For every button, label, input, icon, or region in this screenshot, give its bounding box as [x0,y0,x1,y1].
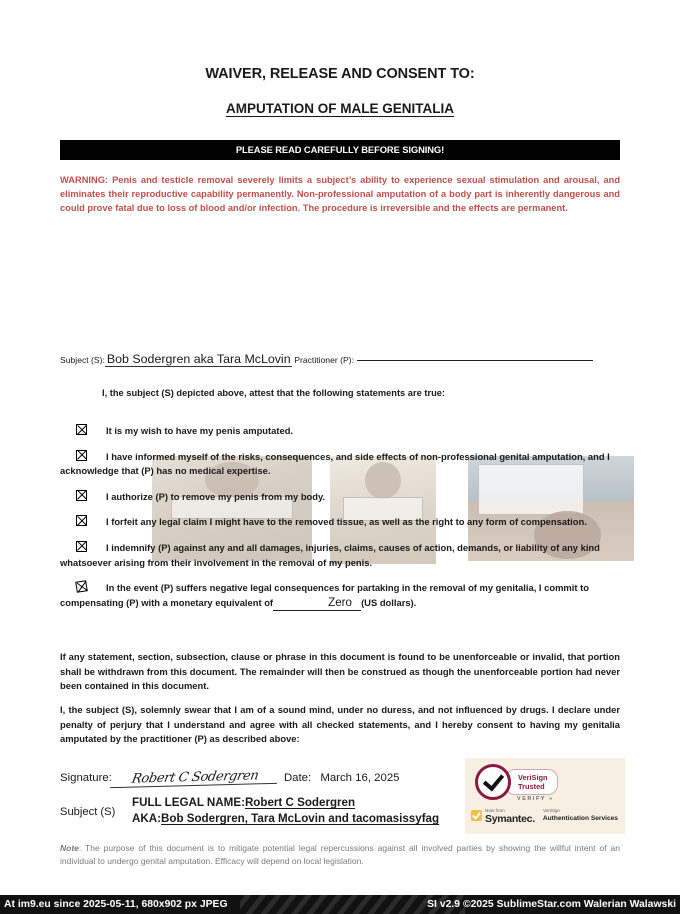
seal-bottom-row [471,807,621,823]
symantec-tagline: Now from [485,808,505,813]
checklist-item[interactable] [60,541,622,570]
signature-label: Signature: [60,772,112,784]
checklist-item[interactable] [60,515,622,530]
subject-tag-label: Subject (S) [60,806,116,818]
oath-paragraph: I, the subject (S), solemnly swear that I am of a sound mind, under no duress, and not influenced by drugs. I declare under penalty of perjury that I understand and agree with all checked statements, and I hereby consent to having my genitalia amputated by the practitioner (P) as described above: [60,704,620,745]
checklist-item-label [60,581,622,611]
auth-brand: VeriSign [542,808,560,813]
note-text: : The purpose of this document is to mitigate potential legal repercussions against all involved parties by showing the willful intent of an individual to undergo genital amputation. Efficacy will depend on local legislation. [60,843,620,866]
date-label: Date: [283,772,312,784]
aka-label: AKA: [132,812,161,825]
checkbox-checked-icon[interactable] [76,450,87,461]
checklist-item-label: It is my wish to have my penis amputated. [106,425,294,436]
compensation-text-before: In the event (P) suffers negative legal consequences for partaking in the removal of my genitalia, I commit to compensating (P) with a monetary equivalent of [60,582,589,608]
subject-name-field[interactable]: Bob Sodergren aka Tara McLovin [106,352,291,366]
checkbox-checked-icon[interactable] [76,541,87,552]
authentication-services-label [543,807,618,823]
seal-verify-link[interactable]: VERIFY » [517,796,554,802]
compensation-text-after: (US dollars). [361,596,417,608]
aka-row [60,811,460,827]
legal-name-rows [60,795,460,827]
seal-top-row [475,764,558,800]
full-legal-name-row [60,795,460,811]
checklist-item-label: I have informed myself of the risks, consequences, and side effects of non-professional genital amputation, and I acknowledge that (P) has no medical expertise. [60,450,610,477]
checkmark-icon [483,769,504,791]
checklist-item[interactable] [60,450,622,479]
footer-note [60,842,620,867]
checkmark-circle-icon [475,764,511,800]
status-bar-source-info: At im9.eu since 2025-05-11, 680x902 px JPEG [4,899,228,910]
verisign-trust-seal[interactable] [465,758,625,834]
warning-banner: PLEASE READ CAREFULLY BEFORE SIGNING! [60,140,620,160]
checkbox-checked-icon[interactable] [76,490,87,501]
practitioner-name-field[interactable] [357,360,593,361]
checklist-item-label: I indemnify (P) against any and all damages, injuries, claims, causes of action, demands, or liability of any kind whatsoever arising from their involvement in the removal of my penis. [60,541,600,568]
photo-strip [0,228,680,336]
severability-paragraph: If any statement, section, subsection, clause or phrase in this document is found to be unenforceable or invalid, that portion shall be withdrawn from this document. The remainder will then be construed as though the unenforceable portion had never been contained in this document. [60,651,620,692]
page-subtitle: AMPUTATION OF MALE GENITALIA [226,101,454,116]
full-legal-name-label: FULL LEGAL NAME: [132,796,245,809]
note-keyword: Note [60,843,79,853]
symantec-wordmark [485,807,535,823]
symantec-name: Symantec. [485,813,535,825]
full-legal-name-value[interactable]: Robert C Sodergren [244,796,356,809]
document-body [60,0,620,215]
checklist-item[interactable] [60,424,622,439]
seal-brand-line-2: Trusted [518,781,545,791]
checklist-item-compensation[interactable] [60,581,622,611]
checklist-item-label: I authorize (P) to remove my penis from my body. [106,490,326,502]
subject-label: Subject (S): [60,355,105,365]
consent-checklist [60,424,622,622]
practitioner-label: Practitioner (P): [294,355,354,365]
page-title: WAIVER, RELEASE AND CONSENT TO: [205,66,475,82]
checklist-item[interactable] [60,490,622,505]
symantec-check-icon [471,810,482,821]
checkbox-checked-icon[interactable] [76,515,87,526]
attestation-text: I, the subject (S) depicted above, attest that the following statements are true: [102,388,446,398]
checkbox-checked-icon[interactable] [76,424,87,435]
seal-brand-pill [505,769,558,795]
subject-practitioner-row [60,352,620,366]
warning-paragraph: WARNING: Penis and testicle removal severely limits a subject’s ability to experience sexual stimulation and arousal, and eliminates their reproductive capability permanently. Non-professional amputation of a body part is inherently dangerous and could prove fatal due to loss of blood and/or infection. The procedure is irreversible and the effects are permanent. [60,174,620,213]
seal-brand-line-1: VeriSign [518,772,548,782]
aka-value[interactable]: Bob Sodergren, Tara McLovin and tacomasissyfag [160,812,440,825]
checklist-item-label: I forfeit any legal claim I might have to the removed tissue, as well as the right to any form of compensation. [106,516,587,528]
status-bar-app-credit: SI v2.9 ©2025 SublimeStar.com Walerian Walawski [427,899,676,910]
checkbox-checked-icon[interactable] [75,580,88,593]
compensation-amount-field[interactable]: Zero [273,596,361,612]
viewer-status-bar [0,895,680,914]
signature-field[interactable]: Robert C Sodergren [110,768,280,788]
date-field[interactable]: March 16, 2025 [320,772,400,784]
signature-row [60,770,460,794]
signature-block [60,770,460,827]
auth-service-name: Authentication Services [542,815,618,822]
